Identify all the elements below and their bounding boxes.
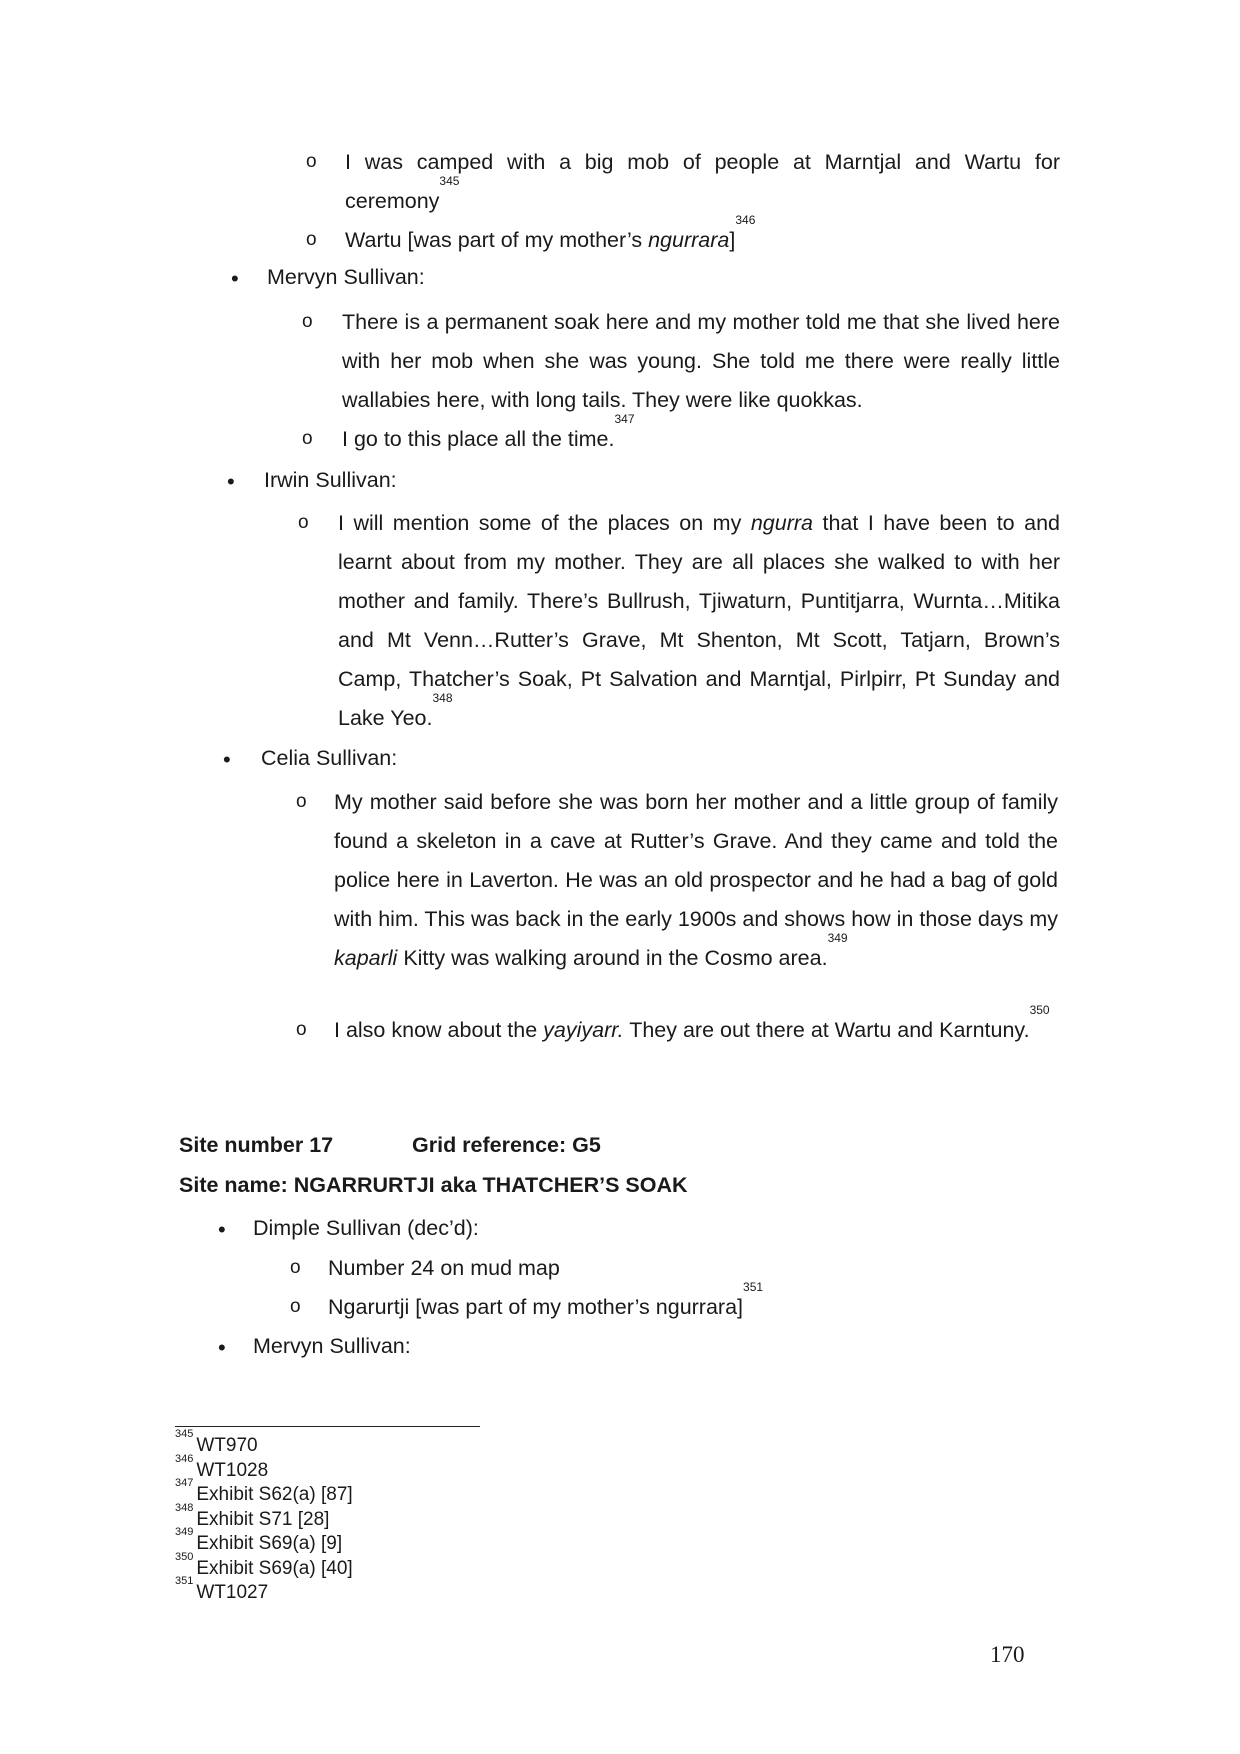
text-run: Number 24 on mud map	[328, 1256, 560, 1280]
footnote-text: Exhibit S71 [28]	[196, 1508, 330, 1530]
circle-bullet-icon: o	[290, 1257, 301, 1278]
footnote-number: 351	[175, 1575, 194, 1587]
footnote	[175, 1452, 353, 1484]
text-run: that I have been to and learnt about from my mother. They are all places she walked to with her mother and family. There’s Bullrush, Tjiwaturn, Puntitjarra, Wurnta…Mitika and Mt Venn…Rutter’s Grave, Mt Shenton, Mt Scott, Tatjarn, Brown’s Camp, Thatcher’s Soak, Pt Salvation and Marntjal, Pirlpirr, Pt Sunday and Lake Yeo.	[338, 511, 1060, 730]
footnote-separator	[175, 1426, 480, 1427]
testimony-item	[338, 504, 1060, 738]
testimony-item	[342, 412, 1060, 459]
text-run: Wartu [was part of my mother’s	[345, 228, 649, 252]
text-run: Mervyn Sullivan:	[267, 265, 425, 289]
speaker-heading	[253, 1327, 968, 1366]
circle-bullet-icon: o	[302, 428, 313, 449]
footnote-text: Exhibit S69(a) [9]	[196, 1533, 343, 1554]
bullet-icon: •	[231, 266, 239, 291]
text-run: ]	[729, 228, 736, 252]
circle-bullet-icon: o	[306, 229, 317, 250]
footnote-reference: 347	[614, 412, 635, 426]
footnote-text: Exhibit S62(a) [87]	[196, 1484, 353, 1505]
italic-term: ngurra	[750, 511, 813, 535]
text-run: Irwin Sullivan:	[264, 468, 397, 492]
bullet-icon: •	[218, 1335, 226, 1360]
speaker-heading	[264, 461, 979, 500]
footnote-number: 347	[175, 1477, 194, 1489]
testimony-item	[334, 1003, 1058, 1050]
testimony-item	[345, 213, 1060, 260]
footnote-number: 348	[175, 1501, 194, 1514]
text-run: Ngarurtji [was part of my mother’s ngurrara]	[328, 1295, 744, 1319]
footnote-reference: 345	[439, 174, 460, 188]
footnote-text: WT1027	[196, 1582, 269, 1603]
footnote-text: WT1028	[196, 1459, 269, 1481]
page-number: 170	[990, 1642, 1025, 1667]
footnote-number: 349	[175, 1526, 194, 1538]
speaker-heading	[267, 258, 982, 297]
testimony-item	[328, 1249, 1043, 1288]
circle-bullet-icon: o	[298, 512, 309, 533]
testimony-item	[328, 1280, 1043, 1327]
text-run: I go to this place all the time.	[342, 427, 615, 451]
bullet-icon: •	[218, 1217, 226, 1242]
footnote-reference: 351	[743, 1280, 764, 1294]
text-run: My mother said before she was born her mother and a little group of family found a skeleton in a cave at Rutter’s Grave. And they came and told the police here in Laverton. He was an old prospector and he had a bag of gold with him. This was back in the early 1900s and shows how in those days my	[334, 790, 1058, 931]
text-run: Celia Sullivan:	[261, 746, 398, 770]
footnote	[175, 1575, 353, 1606]
footnote-reference: 348	[432, 691, 453, 705]
footnote-number: 346	[175, 1452, 194, 1465]
circle-bullet-icon: o	[296, 791, 307, 812]
footnote-text: Exhibit S69(a) [40]	[196, 1557, 353, 1579]
footnote	[175, 1550, 353, 1582]
text-run: They are out there at Wartu and Karntuny.	[623, 1018, 1030, 1042]
footnote	[175, 1501, 353, 1533]
circle-bullet-icon: o	[296, 1019, 307, 1040]
footnote-number: 350	[175, 1550, 194, 1563]
footnote	[175, 1428, 353, 1459]
footnote	[175, 1477, 353, 1508]
text-run: There is a permanent soak here and my mother told me that she lived here with her mob when she was young. She told me there were really little wallabies here, with long tails. They were like quokkas.	[342, 310, 1060, 412]
bullet-icon: •	[227, 469, 235, 494]
italic-term: kaparli	[334, 946, 398, 970]
footnote	[175, 1526, 353, 1557]
text-run: Dimple Sullivan (dec’d):	[253, 1216, 479, 1240]
footnote-reference: 349	[827, 931, 848, 945]
testimony-item	[345, 143, 1060, 221]
site-number: Site number 17	[179, 1133, 334, 1157]
speaker-heading	[253, 1209, 968, 1248]
italic-term: ngurrara	[648, 228, 730, 252]
text-run: I also know about the	[334, 1018, 544, 1042]
italic-term: yayiyarr.	[543, 1018, 624, 1042]
circle-bullet-icon: o	[302, 311, 313, 332]
speaker-heading	[261, 739, 976, 778]
text-run: I will mention some of the places on my	[338, 511, 751, 535]
footnote-text: WT970	[196, 1435, 258, 1456]
footnote-reference: 346	[735, 213, 756, 227]
text-run: I was camped with a big mob of people at Marntjal and Wartu for ceremony	[345, 150, 1060, 213]
footnote-number: 345	[175, 1428, 194, 1440]
text-run: Mervyn Sullivan:	[253, 1334, 411, 1358]
text-run: Kitty was walking around in the Cosmo area.	[397, 946, 828, 970]
circle-bullet-icon: o	[306, 151, 317, 172]
footnote-reference: 350	[1029, 1003, 1050, 1017]
site-name: Site name: NGARRURTJI aka THATCHER’S SOAK	[179, 1173, 688, 1197]
footnote-list	[175, 1428, 353, 1606]
circle-bullet-icon: o	[290, 1296, 301, 1317]
bullet-icon: •	[223, 747, 231, 772]
testimony-item	[334, 783, 1058, 978]
testimony-item	[342, 303, 1060, 420]
grid-reference: Grid reference: G5	[412, 1133, 601, 1157]
